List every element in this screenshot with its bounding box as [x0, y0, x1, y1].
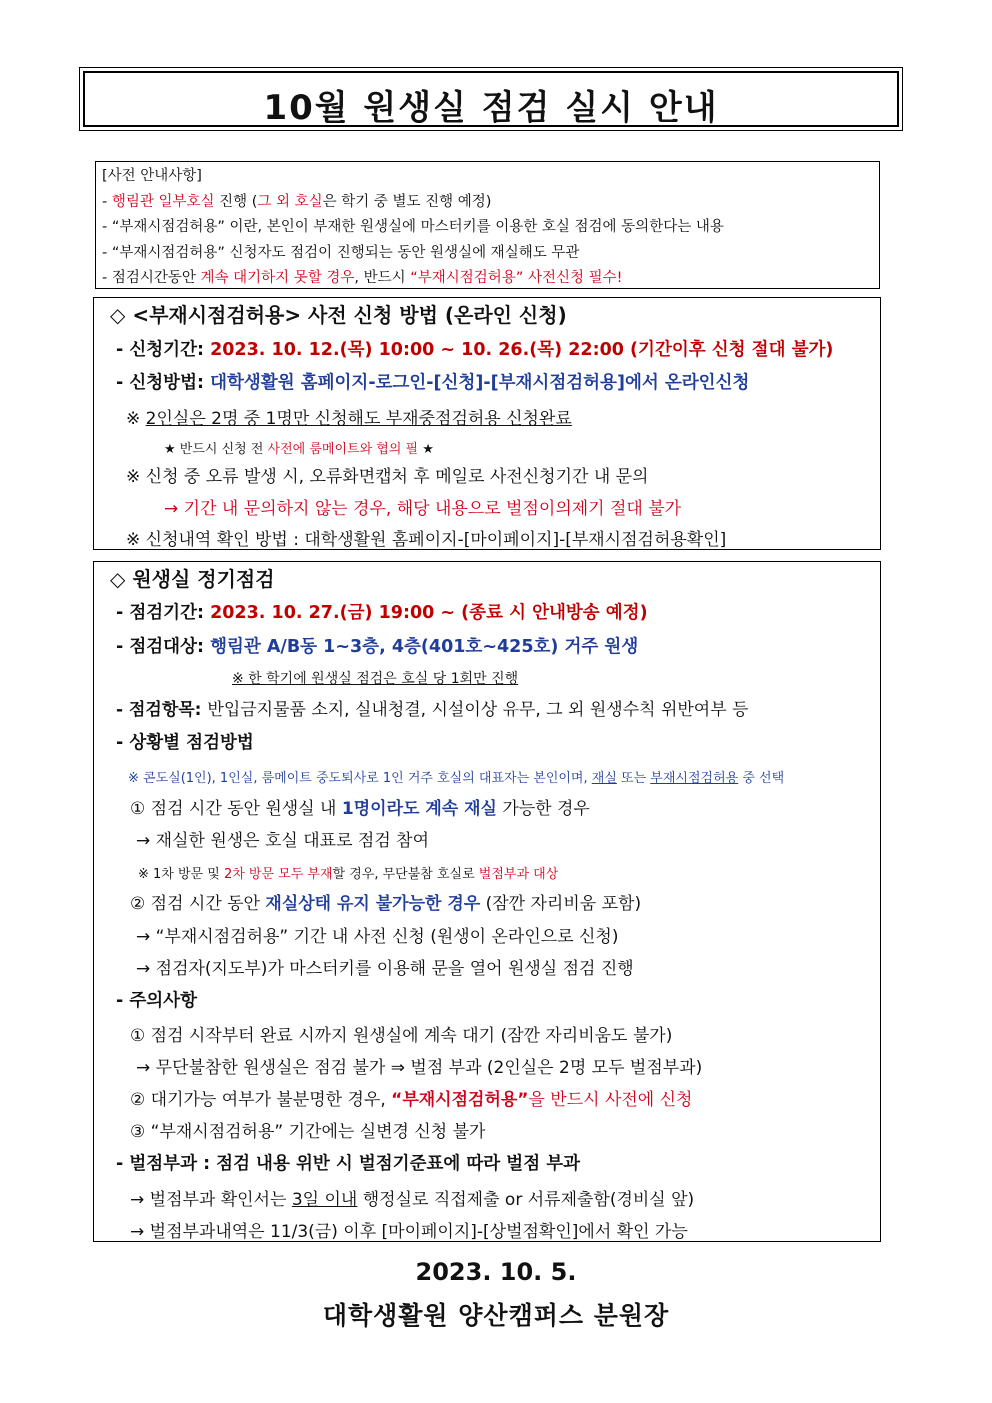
notice-highlight: “부재시점검허용” 사전신청 필수!	[410, 270, 623, 286]
caution-1-arrow: → 무단불참한 원생실은 점검 불가 ⇒ 벌점 부과 (2인실은 2명 모두 벌점부과)	[136, 1058, 703, 1078]
note-text: 부재시점검허용	[650, 771, 739, 786]
inspection-period	[116, 599, 648, 624]
notice-text: - 점검시간동안	[102, 270, 201, 286]
notice-line-2: - “부재시점검허용” 이란, 본인이 부재한 원생실에 마스터키를 이용한 호실 점검에 동의한다는 내용	[102, 219, 724, 235]
case-2-arrow-2: → 점검자(지도부)가 마스터키를 이용해 문을 열어 원생실 점검 진행	[136, 959, 634, 979]
caution-highlight: “부재시점검허용”	[391, 1090, 529, 1110]
field-label: - 점검항목:	[116, 700, 208, 720]
note-text: 할 경우, 무단불참 호실로	[332, 867, 479, 882]
section-preapply	[93, 297, 881, 550]
field-value: 반입금지물품 소지, 실내청결, 시설이상 유무, 그 외 원생수칙 위반여부 등	[207, 700, 749, 720]
note-text: 재실	[591, 771, 617, 786]
case-text: ① 점검 시간 동안 원생실 내	[130, 799, 342, 819]
note-text: 또는	[616, 771, 651, 786]
inspection-target	[116, 633, 638, 658]
apply-period	[116, 336, 833, 361]
note-mark: ※	[126, 409, 146, 429]
note-two-person-room	[126, 404, 572, 429]
title-box	[79, 67, 903, 131]
note-text: ※ 1차 방문 및	[138, 867, 224, 882]
page-title: 10월 원생실 점검 실시 안내	[263, 88, 719, 128]
notice-highlight: 그 외 호실	[257, 193, 323, 210]
note-error: ※ 신청 중 오류 발생 시, 오류화면캡처 후 메일로 사전신청기간 내 문의	[126, 467, 649, 487]
penalty-heading: - 벌점부과 : 점검 내용 위반 시 벌점기준표에 따라 벌점 부과	[116, 1154, 580, 1174]
case-text: (잠깐 자리비움 포함)	[480, 894, 642, 914]
case-1	[130, 794, 590, 819]
note-text: 2인실은 2명 중 1명만 신청해도 부재중점검허용 신청완료	[145, 409, 572, 429]
note-highlight: 벌점부과 대상	[478, 867, 559, 882]
apply-method	[116, 369, 749, 394]
case-2	[130, 889, 641, 914]
penalty-text: 행정실로 직접제출 or 서류제출함(경비실 앞)	[357, 1190, 695, 1210]
section-inspection	[93, 561, 881, 1242]
section-heading: ◇ <부재시점검허용> 사전 신청 방법 (온라인 신청)	[110, 303, 567, 327]
caution-2	[130, 1085, 692, 1110]
notice-text: -	[102, 193, 112, 210]
notice-text: , 반드시	[354, 270, 411, 286]
notice-line-4	[102, 266, 873, 292]
field-label: - 신청기간:	[116, 340, 211, 360]
notice-highlight: 계속 대기하지 못할 경우	[200, 270, 355, 286]
field-value: 2023. 10. 12.(목) 10:00 ~ 10. 26.(목) 22:00 (기간이후 신청 절대 불가)	[210, 340, 834, 360]
case-highlight: 재실상태 유지 불가능한 경우	[265, 894, 481, 914]
case-text: 가능한 경우	[496, 799, 590, 819]
notice-line-1	[102, 190, 873, 216]
case-highlight: 1명이라도 계속 재실	[341, 799, 497, 819]
target-note: ※ 한 학기에 원생실 점검은 호실 당 1회만 진행	[232, 671, 519, 687]
notice-text: 은 학기 중 별도 진행 예정)	[322, 193, 492, 210]
footer-organization: 대학생활원 양산캠퍼스 분원장	[322, 1301, 670, 1330]
notice-box	[95, 161, 880, 289]
penalty-text: → 벌점부과 확인서는	[130, 1190, 292, 1210]
note-text: ★	[418, 442, 434, 457]
note-highlight: 사전에 룸메이트와 협의 필	[267, 442, 419, 457]
footer-date: 2023. 10. 5.	[415, 1258, 577, 1286]
field-value: 대학생활원 홈페이지-로그인-[신청]-[부재시점검허용]에서 온라인신청	[210, 373, 750, 393]
penalty-2: → 벌점부과내역은 11/3(금) 이후 [마이페이지]-[상벌점확인]에서 확인 가능	[130, 1222, 688, 1242]
field-value: 2023. 10. 27.(금) 19:00 ~ (종료 시 안내방송 예정)	[210, 603, 648, 623]
case-2-arrow-1: → “부재시점검허용” 기간 내 사전 신청 (원생이 온라인으로 신청)	[136, 927, 619, 947]
caution-text: ② 대기가능 여부가 불분명한 경우,	[130, 1090, 392, 1110]
case-text: ② 점검 시간 동안	[130, 894, 266, 914]
field-label: - 점검대상:	[116, 637, 211, 657]
note-text: ※ 콘도실(1인), 1인실, 룸메이트 중도퇴사로 1인 거주 호실의 대표자는 본인이며,	[128, 771, 592, 786]
caution-1: ① 점검 시작부터 완료 시까지 원생실에 계속 대기 (잠깐 자리비움도 불가)	[130, 1026, 673, 1046]
method-note	[128, 767, 784, 786]
section-heading: ◇ 원생실 정기점검	[110, 567, 275, 591]
notice-text: 진행 (	[214, 193, 258, 210]
note-check-method: ※ 신청내역 확인 방법 : 대학생활원 홈페이지-[마이페이지]-[부재시점검허용확인]	[126, 530, 727, 550]
inspection-items	[116, 695, 748, 720]
penalty-text: 3일 이내	[291, 1190, 358, 1210]
field-value: 행림관 A/B동 1~3층, 4층(401호~425호) 거주 원생	[210, 637, 639, 657]
field-label: - 신청방법:	[116, 373, 211, 393]
caution-heading: - 주의사항	[116, 991, 197, 1011]
field-label: - 점검기간:	[116, 603, 211, 623]
case-1-arrow: → 재실한 원생은 호실 대표로 점검 참여	[136, 831, 429, 851]
penalty-1	[130, 1185, 694, 1210]
note-highlight: 2차 방문 모두 부재	[223, 867, 333, 882]
notice-line-3: - “부재시점검허용” 신청자도 점검이 진행되는 동안 원생실에 재실해도 무관	[102, 244, 580, 261]
note-star	[164, 438, 434, 457]
notice-heading: [사전 안내사항]	[102, 168, 202, 184]
method-heading: - 상황별 점검방법	[116, 733, 254, 753]
note-text: ★ 반드시 신청 전	[164, 442, 268, 457]
note-error-arrow: → 기간 내 문의하지 않는 경우, 해당 내용으로 벌점이의제기 절대 불가	[164, 499, 682, 519]
note-text: 중 선택	[738, 771, 785, 786]
caution-highlight: 을 반드시 사전에 신청	[528, 1090, 693, 1110]
notice-highlight: 행림관 일부호실	[111, 193, 215, 210]
case-1-note	[138, 863, 558, 882]
caution-3: ③ “부재시점검허용” 기간에는 실변경 신청 불가	[130, 1122, 486, 1142]
